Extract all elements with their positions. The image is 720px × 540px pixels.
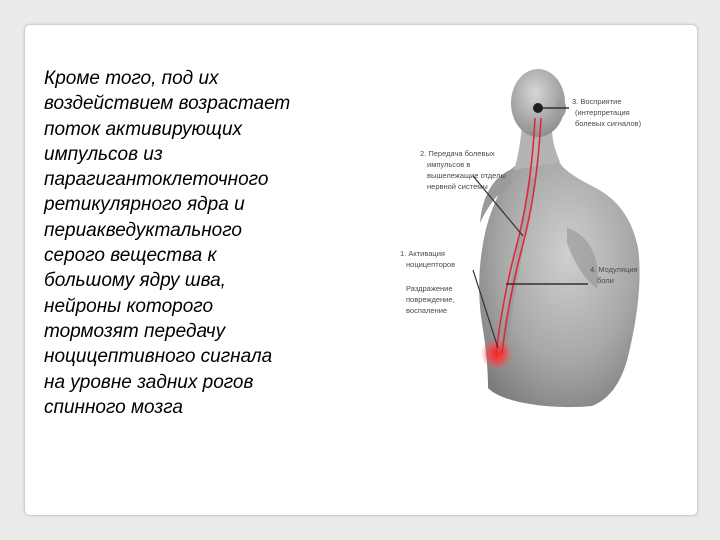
paragraph-line: импульсов из bbox=[44, 143, 163, 165]
pain-pathway-figure bbox=[392, 58, 662, 438]
body-paragraph bbox=[44, 66, 344, 420]
paragraph-line: Кроме того, под их bbox=[44, 68, 219, 89]
paragraph-line: спинного мозга bbox=[44, 396, 183, 418]
paragraph-line: серого вещества к bbox=[44, 245, 217, 267]
paragraph-line: на уровне задних рогов bbox=[44, 371, 254, 393]
label-stimulus: Раздражение повреждение, воспаление bbox=[406, 284, 455, 315]
label-modulation: 4. Модуляция боли bbox=[590, 265, 638, 285]
label-perception: 3. Восприятие (интерпретация болевых сигналов) bbox=[572, 97, 642, 128]
paragraph-line: воздействием возрастает bbox=[44, 93, 291, 115]
torso-shape bbox=[479, 154, 639, 407]
label-activation: 1. Активация ноцицепторов bbox=[400, 249, 456, 269]
label-transmission: 2. Передача болевых импульсов в вышележащие отделы нервной системы bbox=[420, 149, 506, 191]
paragraph-line: парагигантоклеточного bbox=[44, 169, 269, 191]
paragraph-line: тормозят передачу bbox=[44, 320, 226, 342]
paragraph-line: ноцицептивного сигнала bbox=[44, 346, 273, 368]
paragraph-line: периакведуктального bbox=[44, 219, 242, 241]
paragraph-line: ретикулярного ядра и bbox=[44, 194, 245, 216]
brain-point bbox=[533, 103, 543, 113]
paragraph-line: нейроны которого bbox=[44, 295, 214, 317]
paragraph-line: поток активирующих bbox=[44, 118, 243, 140]
pain-pathway-diagram bbox=[392, 58, 662, 438]
paragraph-line: большому ядру шва, bbox=[44, 270, 226, 292]
